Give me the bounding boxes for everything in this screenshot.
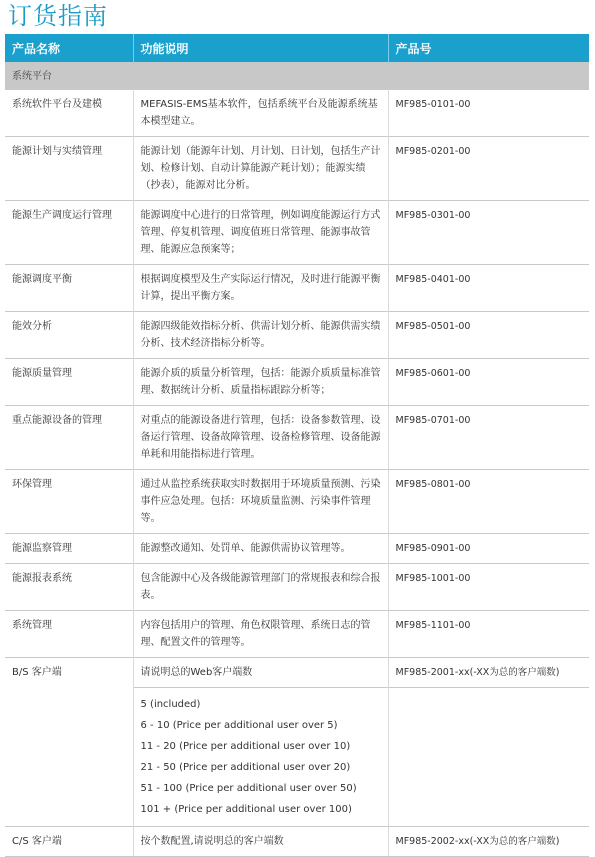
product-desc: 能源介质的质量分析管理，包括：能源介质质量标准管理、数据统计分析、质量指标跟踪分析等； [133,359,388,406]
user-tier-option: 101 + (Price per additional user over 100) [140,804,352,815]
table-row [5,611,589,658]
product-name: 能源监察管理 [5,534,133,564]
product-desc: 能源调度中心进行的日常管理，例如调度能源运行方式管理、停复机管理、调度值班日常管理、能源事故管理、能源应急预案等； [133,201,388,265]
user-tier-list [133,688,388,827]
product-code: MF985-0401-00 [388,265,589,312]
product-code: MF985-0901-00 [388,534,589,564]
empty-cell [388,688,589,827]
product-name: 环保管理 [5,470,133,534]
page-title: 订货指南 [8,2,108,30]
product-code: MF985-0301-00 [388,201,589,265]
user-tier-option: 5 (included) [140,699,201,710]
ordering-guide-table [5,34,589,857]
product-desc: 内容包括用户的管理、角色权限管理、系统日志的管理、配置文件的管理等。 [133,611,388,658]
product-code: MF985-0101-00 [388,90,589,137]
product-desc: 请说明总的Web客户端数 [133,658,388,688]
user-tier-option: 21 - 50 (Price per additional user over 20) [140,762,351,773]
header-product-name: 产品名称 [5,34,133,63]
table-row [5,406,589,470]
product-desc: 根据调度模型及生产实际运行情况，及时进行能源平衡计算，提出平衡方案。 [133,265,388,312]
product-name: 重点能源设备的管理 [5,406,133,470]
product-code: MF985-0701-00 [388,406,589,470]
table-row [5,201,589,265]
product-name: 能源调度平衡 [5,265,133,312]
product-name: 能效分析 [5,312,133,359]
product-desc: 能源整改通知、处罚单、能源供需协议管理等。 [133,534,388,564]
product-name: 系统软件平台及建模 [5,90,133,137]
product-name: 系统管理 [5,611,133,658]
product-code: MF985-2001-xx(-XX为总的客户端数) [388,658,589,688]
section-label: 系统平台 [5,63,589,90]
product-code: MF985-1001-00 [388,564,589,611]
product-name: 能源质量管理 [5,359,133,406]
table-row [5,534,589,564]
table-row-bs-client [5,658,589,688]
table-row [5,137,589,201]
user-tier-option: 51 - 100 (Price per additional user over 50) [140,783,357,794]
table-row [5,359,589,406]
table-row [5,564,589,611]
table-row [5,312,589,359]
product-code: MF985-0501-00 [388,312,589,359]
product-name: 能源报表系统 [5,564,133,611]
header-function-desc: 功能说明 [133,34,388,63]
product-code: MF985-0801-00 [388,470,589,534]
product-desc: MEFASIS-EMS基本软件，包括系统平台及能源系统基本模型建立。 [133,90,388,137]
product-desc: 按个数配置,请说明总的客户端数 [133,827,388,857]
header-product-code: 产品号 [388,34,589,63]
product-desc: 包含能源中心及各级能源管理部门的常规报表和综合报表。 [133,564,388,611]
product-code: MF985-1101-00 [388,611,589,658]
user-tier-option: 11 - 20 (Price per additional user over 10) [140,741,351,752]
user-tier-option: 6 - 10 (Price per additional user over 5) [140,720,338,731]
product-code: MF985-0201-00 [388,137,589,201]
product-name: 能源计划与实绩管理 [5,137,133,201]
product-desc: 能源计划（能源年计划、月计划、日计划，包括生产计划、检修计划、自动计算能源产耗计划）；能源实绩（抄表），能源对比分析。 [133,137,388,201]
table-row-cs-client [5,827,589,857]
product-desc: 对重点的能源设备进行管理，包括：设备参数管理、设备运行管理、设备故障管理、设备检修管理、设备能源单耗和用能指标进行管理。 [133,406,388,470]
product-code: MF985-0601-00 [388,359,589,406]
product-desc: 通过从监控系统获取实时数据用于环境质量预测、污染事件应急处理。包括：环境质量监测、污染事件管理等。 [133,470,388,534]
table-header-row [5,34,589,63]
product-name: B/S 客户端 [5,658,133,827]
table-row [5,470,589,534]
product-desc: 能源四级能效指标分析、供需计划分析、能源供需实绩分析、技术经济指标分析等。 [133,312,388,359]
section-row [5,63,589,90]
table-row [5,90,589,137]
product-name: C/S 客户端 [5,827,133,857]
table-row [5,265,589,312]
product-code: MF985-2002-xx(-XX为总的客户端数) [388,827,589,857]
product-name: 能源生产调度运行管理 [5,201,133,265]
